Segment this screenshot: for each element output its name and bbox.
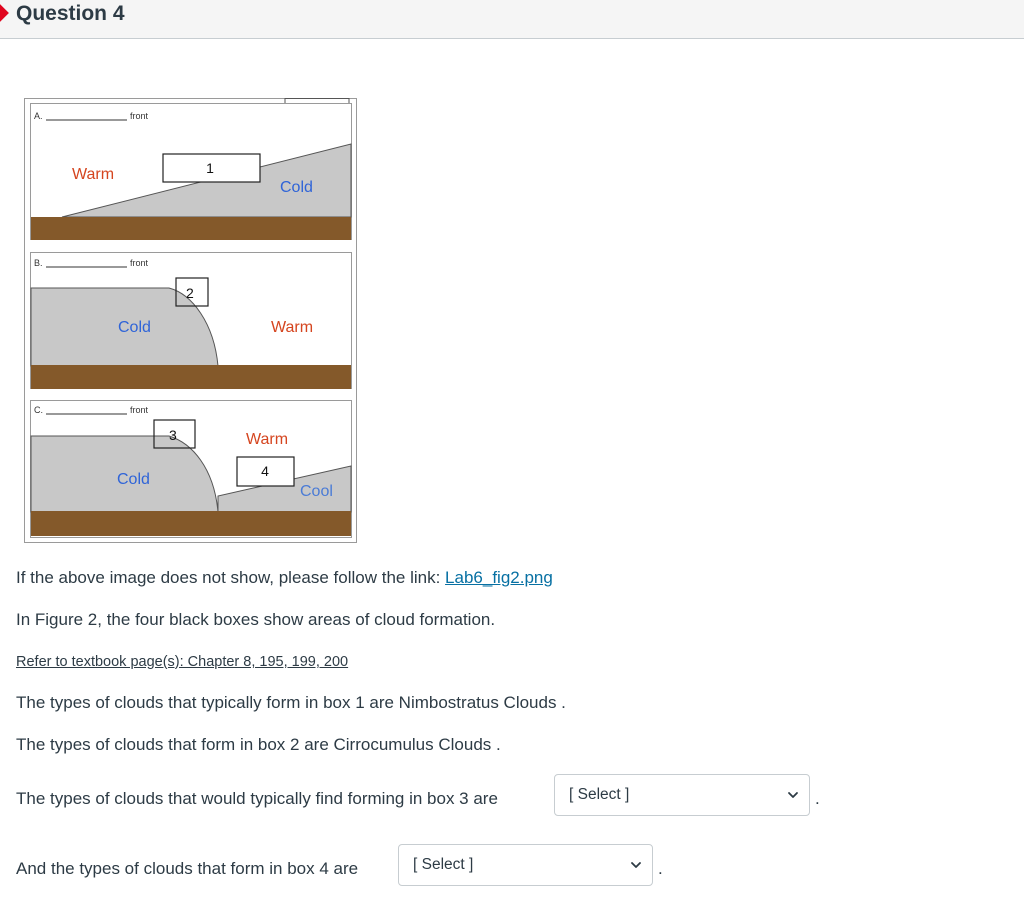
panel-a-cold-label: Cold — [280, 179, 313, 196]
panel-c-cool-label: Cool — [300, 483, 333, 500]
image-fallback-text: If the above image does not show, please follow the link: — [16, 568, 446, 587]
panel-a-warm-label: Warm — [72, 166, 115, 183]
panel-c-letter: C. — [34, 405, 43, 415]
panel-b-cold-label: Cold — [118, 319, 151, 336]
chevron-down-icon — [787, 790, 799, 800]
box1-answer-text: The types of clouds that typically form in box 1 are Nimbostratus Clouds . — [16, 693, 566, 712]
panel-a-letter: A. — [34, 111, 43, 121]
image-fallback-line — [16, 568, 553, 588]
textbook-reference: Refer to textbook page(s): Chapter 8, 195, 199, 200 — [16, 654, 349, 670]
box3-select-value: [ Select ] — [569, 786, 630, 803]
front-diagram-figure — [24, 98, 357, 543]
panel-c-ground — [31, 511, 351, 536]
panel-b-front-label: front — [130, 258, 149, 268]
box4-question-text: And the types of clouds that form in box 4 are — [16, 859, 359, 878]
panel-c-front-label: front — [130, 405, 149, 415]
box3-period: . — [815, 789, 820, 808]
question-marker-icon — [0, 3, 9, 23]
cloud-box-2-number: 2 — [186, 285, 194, 301]
panel-b-letter: B. — [34, 258, 43, 268]
panel-c-cold-label: Cold — [117, 471, 150, 488]
panel-a-front-label: front — [130, 111, 149, 121]
chevron-down-icon — [630, 860, 642, 870]
box4-cloud-select[interactable] — [398, 844, 653, 886]
panel-c — [31, 401, 352, 538]
box3-question-text: The types of clouds that would typically find forming in box 3 are — [16, 789, 498, 808]
cloud-box-3-number: 3 — [169, 427, 177, 443]
box3-cloud-select[interactable] — [554, 774, 810, 816]
cloud-box-4-number: 4 — [261, 463, 269, 479]
box4-period: . — [658, 859, 663, 878]
panel-a-ground — [31, 217, 351, 240]
panel-b-ground — [31, 365, 351, 389]
question-header — [0, 0, 1024, 39]
panel-b-warm-label: Warm — [271, 319, 314, 336]
image-fallback-link[interactable]: Lab6_fig2.png — [445, 568, 553, 587]
cloud-box-1-number: 1 — [206, 160, 214, 176]
panel-a — [31, 104, 352, 241]
intro-text: In Figure 2, the four black boxes show areas of cloud formation. — [16, 610, 496, 629]
box4-select-value: [ Select ] — [413, 856, 474, 873]
box2-answer-text: The types of clouds that form in box 2 are Cirrocumulus Clouds . — [16, 735, 501, 754]
question-title: Question 4 — [16, 2, 125, 25]
panel-c-warm-label: Warm — [246, 431, 289, 448]
panel-b — [31, 253, 352, 390]
front-diagram-svg — [24, 98, 357, 543]
